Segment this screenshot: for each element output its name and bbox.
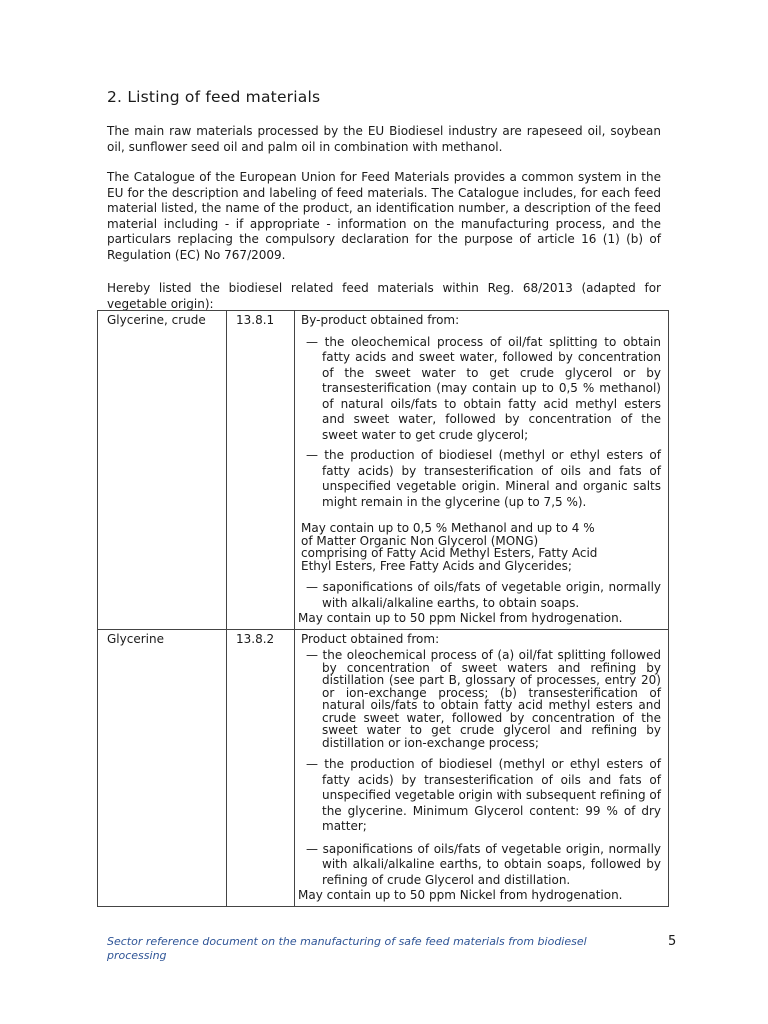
feed-description-cell xyxy=(295,311,669,630)
feed-description-cell xyxy=(295,629,669,906)
page-number: 5 xyxy=(668,934,677,949)
description-intro: By-product obtained from: xyxy=(301,313,460,327)
paragraph-hereby-listed: Hereby listed the biodiesel related feed materials within Reg. 68/2013 (adapted for vegetable origin): xyxy=(107,281,661,311)
feed-name-cell: Glycerine xyxy=(98,629,227,906)
description-item: — the oleochemical process of oil/fat splitting to obtain fatty acids and sweet water, followed by concentration of the sweet water to get crude glycerol or by transesterification (may contain up to 0,5 % methanol) of natural oils/fats to obtain fatty acid methyl esters and sweet water, followed by concentration of the sweet water to get crude glycerol; xyxy=(306,334,661,442)
paragraph-catalogue: The Catalogue of the European Union for Feed Materials provides a common system in the EU for the description and labeling of feed materials. The Catalogue includes, for each feed material listed, the name of the product, an identification number, a description of the feed material including - if appropriate - information on the manufacturing process, and the particulars replacing the compulsory declaration for the purpose of article 16 (1) (b) of Regulation (EC) No 767/2009. xyxy=(107,170,661,262)
paragraph-raw-materials: The main raw materials processed by the EU Biodiesel industry are rapeseed oil, soybean oil, sunflower seed oil and palm oil in combination with methanol. xyxy=(107,124,661,154)
section-heading: 2. Listing of feed materials xyxy=(107,88,321,106)
description-item: — the oleochemical process of (a) oil/fat splitting followed by concentration of sweet waters and refining by distillation (see part B, glossary of processes, entry 20) or ion-exchange process; (b) transesterification of natural oils/fats to obtain fatty acid methyl esters and crude sweet water, followed by concentration of the sweet water to get crude glycerol and refining by distillation or ion-exchange process; xyxy=(306,648,661,750)
feed-materials-table xyxy=(97,310,669,907)
description-note-nickel: May contain up to 50 ppm Nickel from hydrogenation. xyxy=(298,611,623,625)
description-note: May contain up to 0,5 % Methanol and up to 4 % of Matter Organic Non Glycerol (MONG) comprising of Fatty Acid Methyl Esters, Fatty Acid Ethyl Esters, Free Fatty Acids and Glycerides; xyxy=(301,521,598,573)
description-intro: Product obtained from: xyxy=(301,631,440,646)
description-item: — saponifications of oils/fats of vegetable origin, normally with alkali/alkaline earths, to obtain soaps, followed by refining of crude Glycerol and distillation. xyxy=(306,841,661,887)
description-item: — saponifications of oils/fats of vegetable origin, normally with alkali/alkaline earths, to obtain soaps. xyxy=(306,580,661,610)
feed-name-cell: Glycerine, crude xyxy=(98,311,227,630)
table-row xyxy=(98,311,669,630)
footer-text: Sector reference document on the manufacturing of safe feed materials from biodiesel processing xyxy=(107,935,587,962)
feed-code-cell: 13.8.1 xyxy=(227,311,295,630)
feed-code-cell: 13.8.2 xyxy=(227,629,295,906)
description-item: — the production of biodiesel (methyl or ethyl esters of fatty acids) by transesterification of oils and fats of unspecified vegetable origin with subsequent refining of the glycerine. Minimum Glycerol content: 99 % of dry matter; xyxy=(306,757,661,833)
description-item: — the production of biodiesel (methyl or ethyl esters of fatty acids) by transesterification of oils and fats of unspecified vegetable origin. Mineral and organic salts might remain in the glycerine (up to 7,5 %). xyxy=(306,448,661,509)
description-note-nickel: May contain up to 50 ppm Nickel from hydrogenation. xyxy=(298,888,623,902)
table-row xyxy=(98,629,669,906)
